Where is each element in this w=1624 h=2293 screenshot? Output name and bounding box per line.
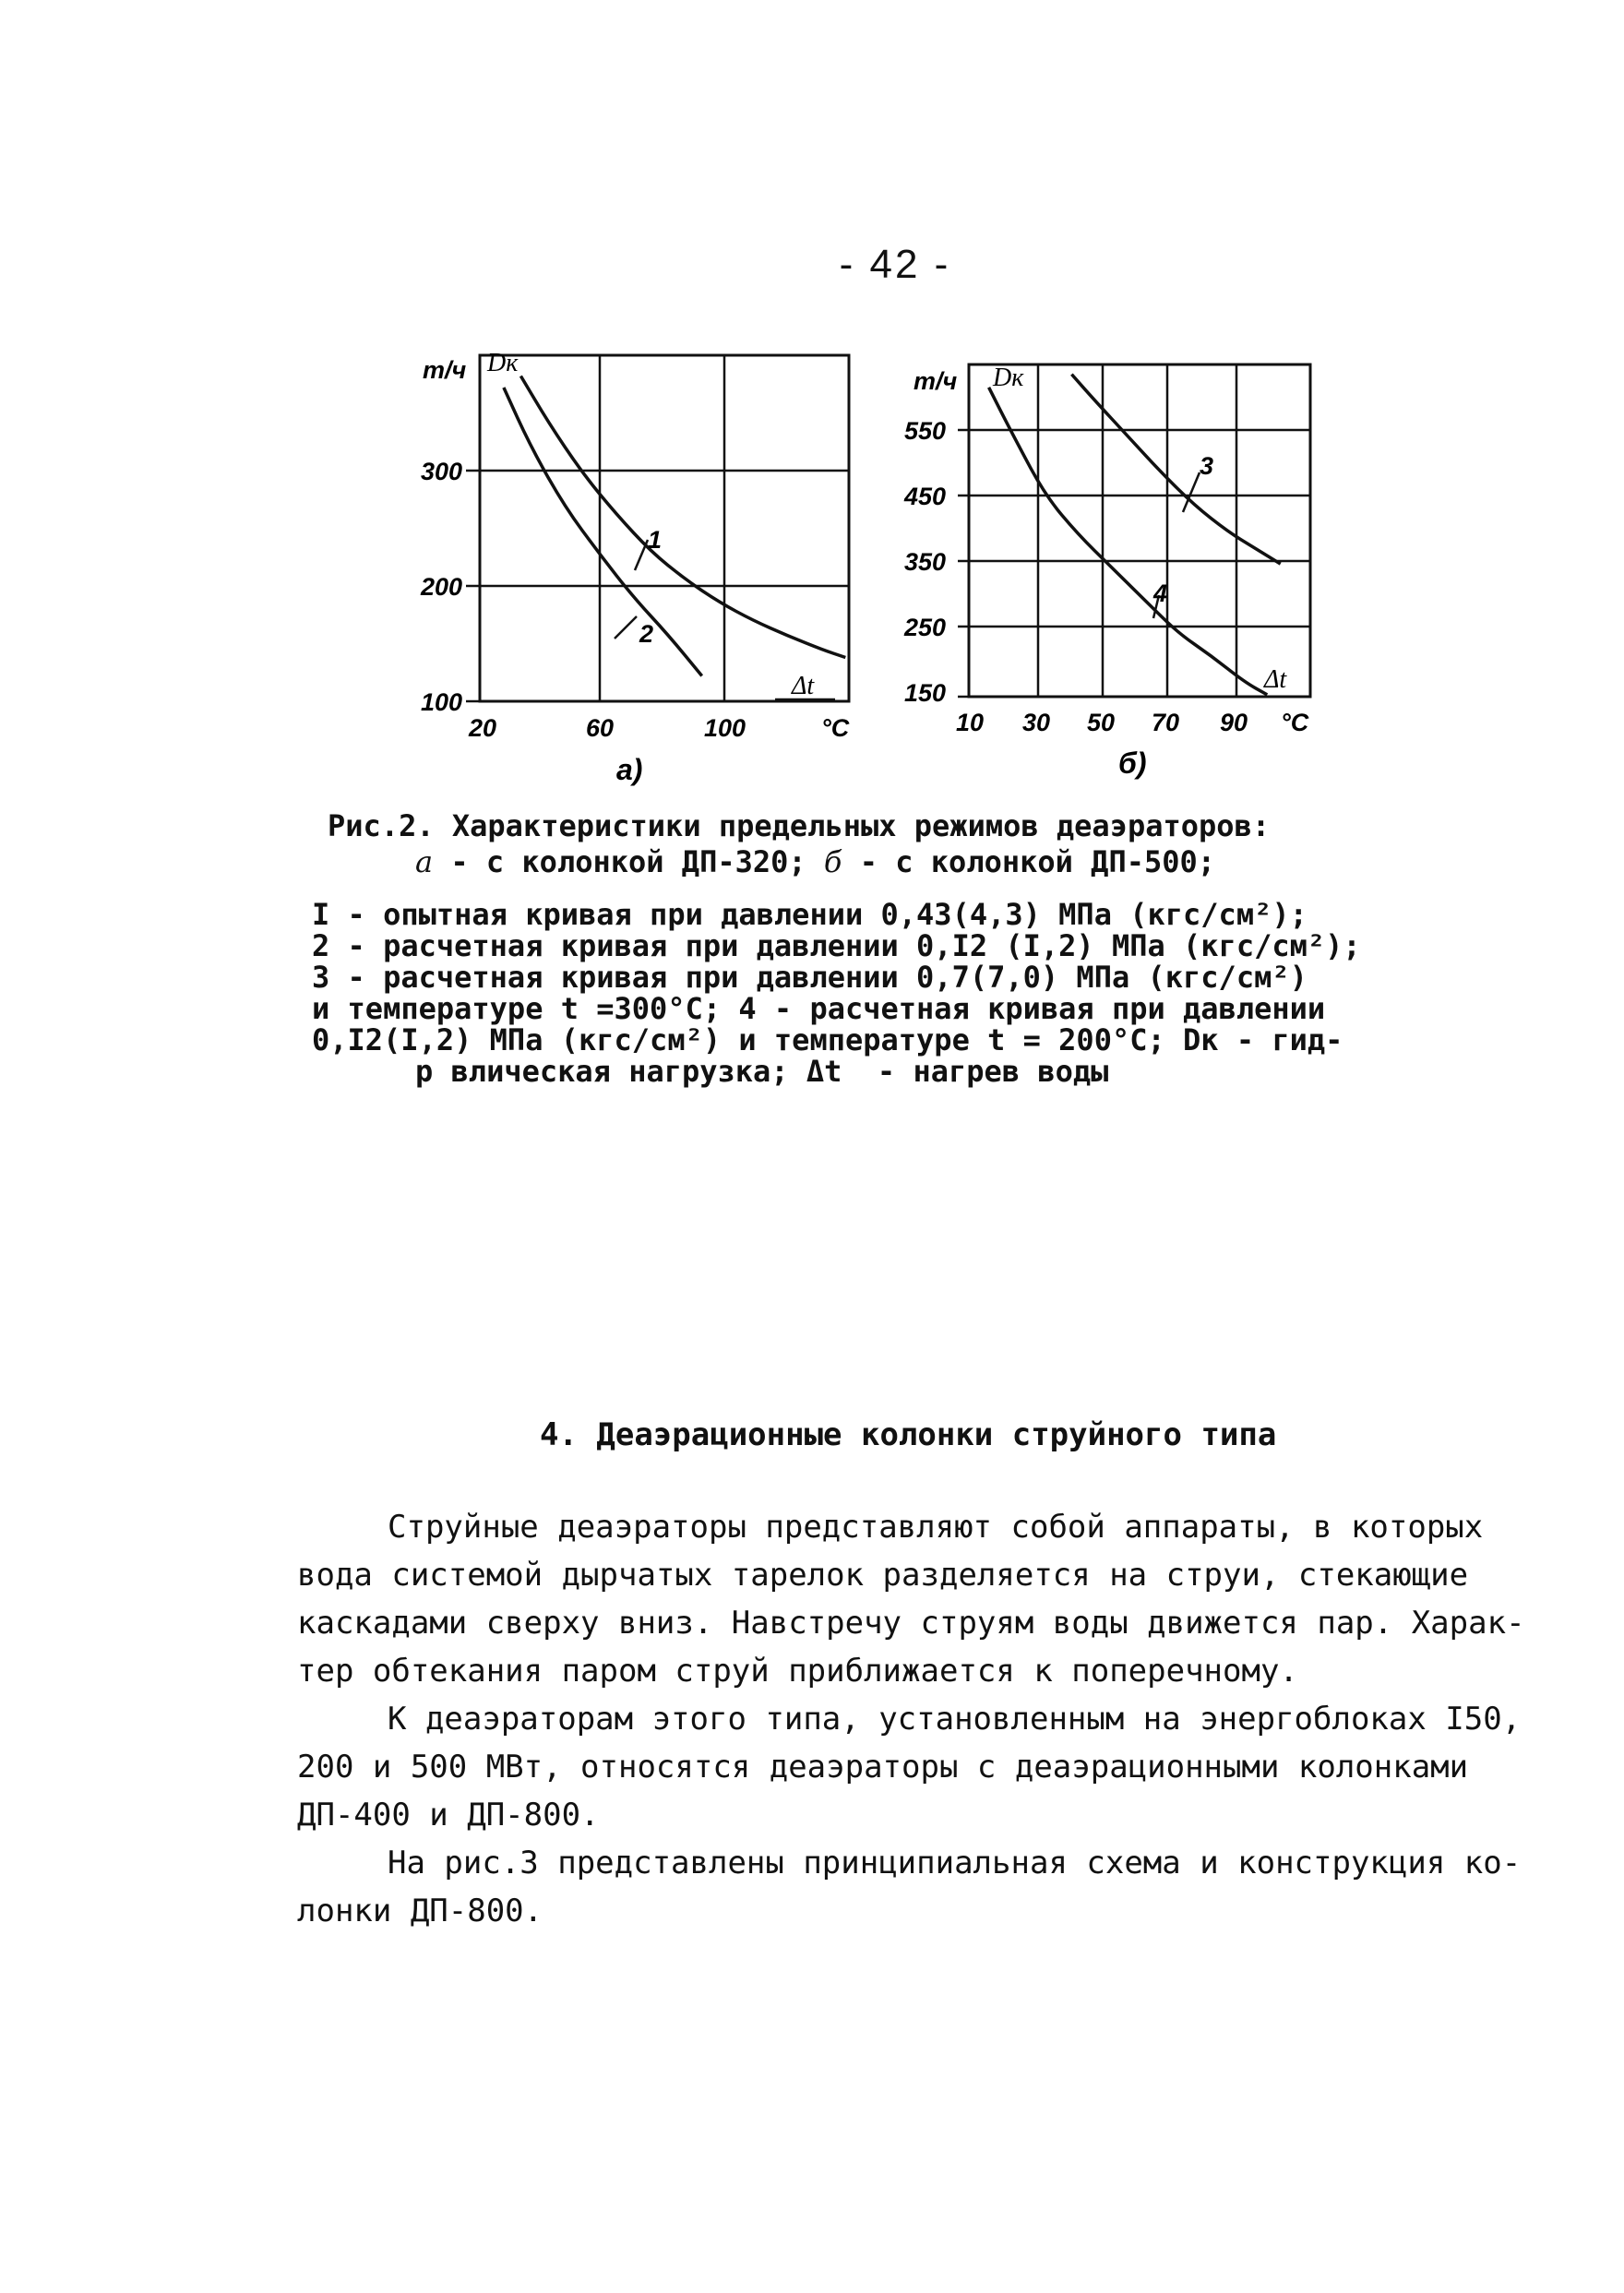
chart-b-xtick-50: 50	[1087, 709, 1116, 736]
paragraph-line-2: вода системой дырчатых тарелок разделяется на струи, стекающие	[297, 1557, 1469, 1594]
chart-b-ytick-350: 350	[904, 548, 947, 576]
chart-b-grid	[969, 364, 1310, 697]
chart-b-ytick-250: 250	[904, 614, 947, 641]
chart-b-xtick-90: 90	[1220, 709, 1248, 736]
caption-line-5: 3 - расчетная кривая при давлении 0,7(7,0) МПа (кгс/см²)	[312, 960, 1308, 995]
figure-2	[0, 0, 1624, 830]
chart-a-frame	[480, 355, 849, 701]
chart-a-ytick-300: 300	[421, 458, 463, 485]
chart-b-series-label-4: 4	[1153, 579, 1168, 607]
caption-b-marker: б	[823, 844, 842, 879]
chart-b-ytick-450: 450	[904, 483, 947, 510]
paragraph-line-6: 200 и 500 МВт, относятся деаэраторы с деаэрационными колонками	[297, 1749, 1469, 1785]
chart-a-series-label-2: 2	[639, 620, 654, 648]
chart-a-curve-label: Dк	[487, 349, 519, 377]
chart-b-xtick-30: 30	[1022, 709, 1051, 736]
chart-b-xunit: °C	[1281, 709, 1309, 736]
paragraph-line-5: К деаэраторам этого типа, установленным на энергоблоках I50,	[388, 1701, 1522, 1738]
chart-a-panel-label: а)	[616, 753, 643, 786]
chart-b-ytick-150: 150	[904, 679, 947, 707]
caption-line-8: р влическая нагрузка; Δt - нагрев воды	[415, 1054, 1109, 1089]
paragraph-line-8: На рис.3 представлены принципиальная схема и конструкция ко-	[388, 1845, 1522, 1881]
chart-a-series-label-1: 1	[648, 526, 663, 554]
chart-a-ytick-100: 100	[421, 688, 463, 716]
chart-b	[903, 364, 1310, 780]
chart-a-xunit: °C	[821, 714, 850, 742]
section-heading: 4. Деаэрационные колонки струйного типа	[540, 1416, 1277, 1453]
chart-b-xtick-10: 10	[956, 709, 985, 736]
caption-line-6: и температуре t =300°C; 4 - расчетная кривая при давлении	[312, 991, 1326, 1026]
chart-b-curve-label: Dк	[993, 364, 1024, 392]
caption-line-2	[415, 846, 1215, 878]
caption-title: Рис.2. Характеристики предельных режимов деаэраторов:	[328, 808, 1271, 843]
chart-b-frame	[969, 364, 1310, 697]
chart-a	[420, 349, 850, 786]
chart-a-leader-2	[615, 616, 637, 639]
caption-line-4: 2 - расчетная кривая при давлении 0,I2 (I,2) МПа (кгс/см²);	[312, 928, 1361, 963]
chart-b-xlabel: Δt	[1264, 665, 1287, 694]
chart-b-xtick-70: 70	[1152, 709, 1180, 736]
paragraph-line-4: тер обтекания паром струй приближается к поперечному.	[297, 1653, 1298, 1690]
caption-line-3: I - опытная кривая при давлении 0,43(4,3) МПа (кгс/см²);	[312, 897, 1308, 932]
paragraph-line-7: ДП-400 и ДП-800.	[297, 1797, 600, 1833]
caption-a-text: - с колонкой ДП-320;	[433, 844, 824, 879]
paragraph-line-9: лонки ДП-800.	[297, 1893, 543, 1929]
chart-a-leader-1	[635, 540, 648, 570]
page-number: - 42 -	[839, 242, 951, 287]
chart-a-xtick-20: 20	[469, 714, 497, 742]
chart-a-xlabel: Δt	[792, 672, 815, 700]
chart-b-panel-label: б)	[1118, 746, 1147, 780]
chart-a-xtick-100: 100	[704, 714, 746, 742]
caption-b-text: - с колонкой ДП-500;	[842, 844, 1216, 879]
chart-a-grid	[480, 355, 849, 701]
chart-b-ytick-550: 550	[904, 417, 947, 445]
chart-a-xtick-60: 60	[586, 714, 615, 742]
chart-b-series-label-3: 3	[1200, 452, 1214, 480]
paragraph-line-3: каскадами сверху вниз. Навстречу струям воды движется пар. Харак-	[297, 1605, 1525, 1642]
chart-a-ytick-200: 200	[421, 573, 463, 601]
caption-line-7: 0,I2(I,2) МПа (кгс/см²) и температуре t = 200°C; Dк - гид-	[312, 1022, 1343, 1057]
paragraph-line-1: Струйные деаэраторы представляют собой аппараты, в которых	[388, 1509, 1484, 1546]
chart-a-curve-1	[520, 376, 845, 658]
chart-a-ylabel: т/ч	[423, 356, 467, 384]
chart-a-curve-2	[504, 388, 702, 676]
caption-a-marker: а	[415, 844, 434, 879]
chart-b-curve-4	[989, 388, 1268, 695]
chart-b-ylabel: т/ч	[914, 367, 958, 395]
